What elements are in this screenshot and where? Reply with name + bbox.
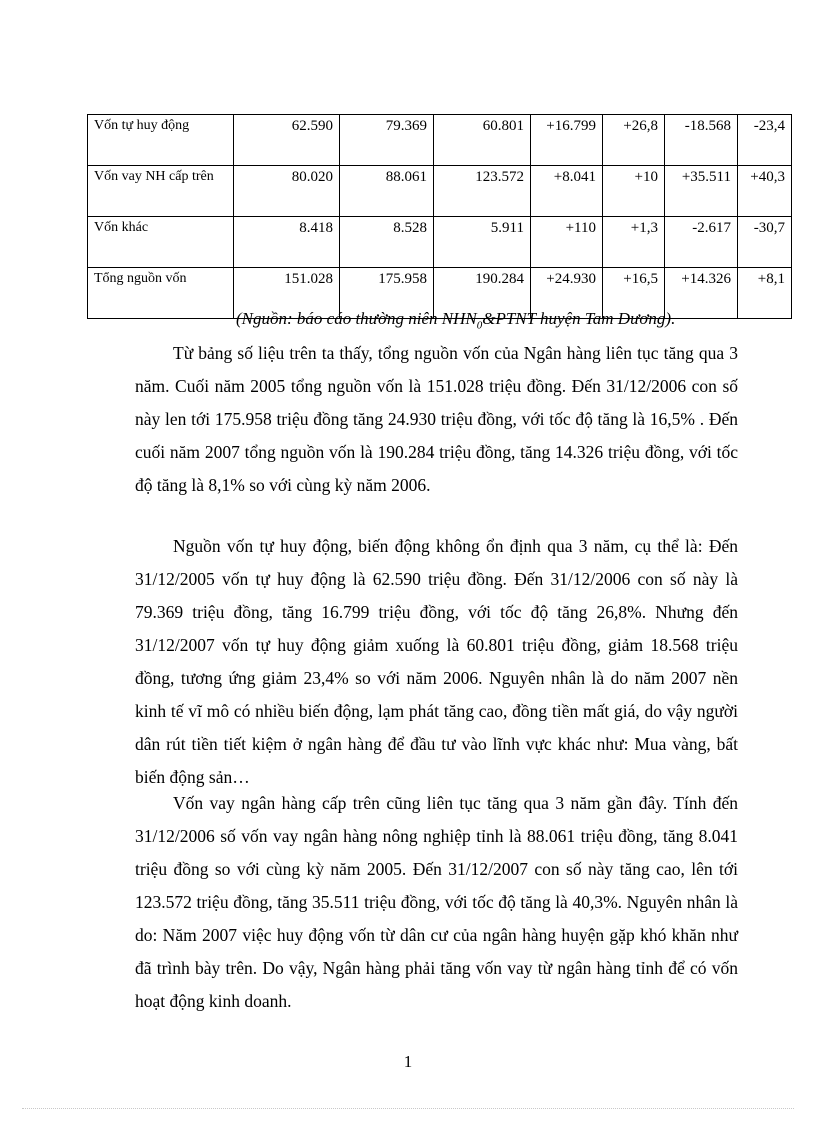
table-cell: +14.326 xyxy=(665,268,738,319)
table-cell: +35.511 xyxy=(665,166,738,217)
table-cell: 62.590 xyxy=(234,115,340,166)
table-cell: 151.028 xyxy=(234,268,340,319)
source-subscript: 0 xyxy=(476,319,483,332)
paragraph-text: Từ bảng số liệu trên ta thấy, tổng nguồn vốn của Ngân hàng liên tục tăng qua 3 năm. Cuối năm 2005 tổng nguồn vốn là 151.028 triệu đồng. Đến 31/12/2006 con số này len tới 175.958 triệu đồng tăng 24.930 triệu đồng, với tốc độ tăng là 16,5% . Đến cuối năm 2007 tổng nguồn vốn là 190.284 triệu đồng, tăng 14.326 triệu đồng, với tốc độ tăng là 8,1% so với cùng kỳ năm 2006. xyxy=(135,343,738,495)
table-cell: +8,1 xyxy=(738,268,792,319)
table-cell: -2.617 xyxy=(665,217,738,268)
table-cell: +8.041 xyxy=(531,166,603,217)
table-cell: 80.020 xyxy=(234,166,340,217)
table-cell: 88.061 xyxy=(340,166,434,217)
table-cell: +110 xyxy=(531,217,603,268)
table-source-note xyxy=(236,309,675,331)
table-cell: +16.799 xyxy=(531,115,603,166)
table-row xyxy=(88,166,792,217)
paragraph-text: Vốn vay ngân hàng cấp trên cũng liên tục tăng qua 3 năm gần đây. Tính đến 31/12/2006 số vốn vay ngân hàng nông nghiệp tỉnh là 88.061 triệu đồng, tăng 8.041 triệu đồng so với cùng kỳ năm 2005. Đến 31/12/2007 con số này tăng cao, lên tới 123.572 triệu đồng, tăng 35.511 triệu đồng, với tốc độ tăng là 40,3%. Nguyên nhân là do: Năm 2007 việc huy động vốn từ dân cư của ngân hàng huyện gặp khó khăn như đã trình bày trên. Do vậy, Ngân hàng phải tăng vốn vay từ ngân hàng tỉnh để có vốn hoạt động kinh doanh. xyxy=(135,793,738,1011)
row-label: Tổng nguồn vốn xyxy=(88,268,234,319)
paragraph xyxy=(135,337,738,502)
table-cell: +10 xyxy=(603,166,665,217)
paragraph xyxy=(135,787,738,1018)
table-cell: 123.572 xyxy=(434,166,531,217)
capital-source-table xyxy=(87,114,792,319)
table-cell: 190.284 xyxy=(434,268,531,319)
table-cell: 8.418 xyxy=(234,217,340,268)
table-cell: 79.369 xyxy=(340,115,434,166)
table-cell: +26,8 xyxy=(603,115,665,166)
source-prefix: (Nguồn: báo cáo thường niên NHN xyxy=(236,309,477,328)
table-cell: -30,7 xyxy=(738,217,792,268)
source-suffix: &PTNT huyện Tam Dương). xyxy=(482,309,676,328)
table-cell: +40,3 xyxy=(738,166,792,217)
table-cell: 175.958 xyxy=(340,268,434,319)
row-label: Vốn vay NH cấp trên xyxy=(88,166,234,217)
table-cell: 8.528 xyxy=(340,217,434,268)
table-cell: 5.911 xyxy=(434,217,531,268)
table-cell: +1,3 xyxy=(603,217,665,268)
row-label: Vốn khác xyxy=(88,217,234,268)
page-number: 1 xyxy=(403,1052,413,1071)
table-cell: -23,4 xyxy=(738,115,792,166)
footer-divider xyxy=(22,1108,794,1109)
table-cell: +24.930 xyxy=(531,268,603,319)
table-cell: 60.801 xyxy=(434,115,531,166)
paragraph-text: Nguồn vốn tự huy động, biến động không ổn định qua 3 năm, cụ thể là: Đến 31/12/2005 vốn tự huy động là 62.590 triệu đồng. Đến 31/12/2006 con số này là 79.369 triệu đồng, tăng 16.799 triệu đồng, với tốc độ tăng 26,8%. Nhưng đến 31/12/2007 vốn tự huy động giảm xuống là 60.801 triệu đồng, giảm 18.568 triệu đồng, tương ứng giảm 23,4% so với năm 2006. Nguyên nhân là do năm 2007 nền kinh tế vĩ mô có nhiều biến động, lạm phát tăng cao, đồng tiền mất giá, do vậy người dân rút tiền tiết kiệm ở ngân hàng để đầu tư vào lĩnh vực khác như: Mua vàng, bất biến động sản… xyxy=(135,536,738,787)
table-cell: +16,5 xyxy=(603,268,665,319)
table-row xyxy=(88,217,792,268)
table-row xyxy=(88,115,792,166)
row-label: Vốn tự huy động xyxy=(88,115,234,166)
paragraph xyxy=(135,530,738,794)
table-cell: -18.568 xyxy=(665,115,738,166)
